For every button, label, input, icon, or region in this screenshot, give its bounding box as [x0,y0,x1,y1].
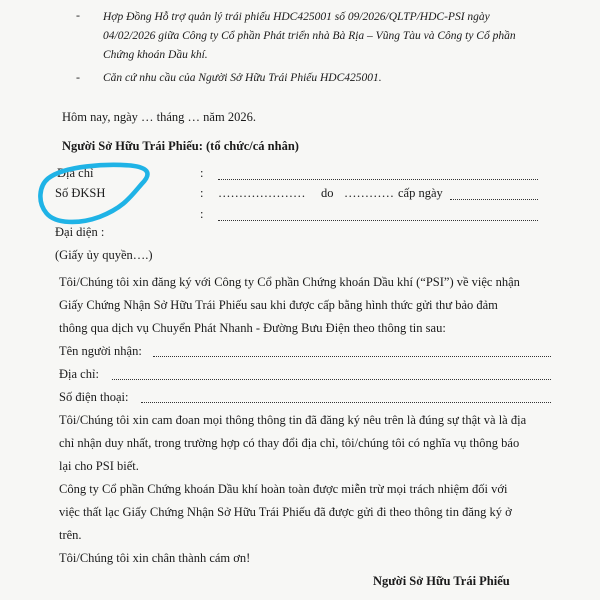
disclaimer-para-line-3: trên. [59,528,82,542]
commitment-para-line-1: Tôi/Chúng tôi xin cam đoan mọi thông thông tin đã đăng ký nêu trên là đúng sự thật và là địa [59,413,527,427]
id-issue-date-label: cấp ngày [398,186,443,200]
contract-reference-line-1: Hợp Đồng Hỗ trợ quản lý trái phiếu HDC425001 số 09/2026/QLTP/HDC-PSI ngày [103,11,490,23]
date-line: Hôm nay, ngày … tháng … năm 2026. [62,110,256,124]
registration-para-line-1: Tôi/Chúng tôi xin đăng ký với Công ty Cổ phần Chứng khoán Dầu khí (“PSI”) về việc nhận [59,275,520,289]
registration-para-line-2: Giấy Chứng Nhận Sở Hữu Trái Phiếu sau khi được cấp bằng hình thức gửi thư bảo đảm [59,298,498,312]
address-label: Địa chỉ [57,166,94,180]
id-issue-date-fill-line[interactable] [450,199,538,200]
authorization-label: (Giấy ủy quyền….) [55,248,153,262]
colon: : [200,207,204,221]
id-label: Số ĐKSH [55,186,106,200]
recipient-name-fill-line[interactable] [153,356,551,357]
disclaimer-para-line-2: việc thất lạc Giấy Chứng Nhận Sở Hữu Trái Phiếu đã được gửi đi theo thông tin đăng ký ở [59,505,512,519]
id-number-dots[interactable]: ………………… [218,186,306,200]
contract-reference-line-3: Chứng khoán Dầu khí. [103,49,208,61]
recipient-name-label: Tên người nhận: [59,344,142,358]
representative-label: Đại diện : [55,225,105,239]
bullet-dash: - [76,70,80,84]
colon: : [200,166,204,180]
id-issuer-dots[interactable]: ………… [344,186,394,200]
hand-drawn-circle-annotation [30,160,160,226]
holder-heading: Người Sở Hữu Trái Phiếu: (tổ chức/cá nhân) [62,139,299,153]
recipient-phone-fill-line[interactable] [141,402,551,403]
id-do-label: do [321,186,334,200]
recipient-address-fill-line[interactable] [112,379,551,380]
recipient-phone-label: Số điện thoại: [59,390,129,404]
commitment-para-line-2: chỉ nhận duy nhất, trong trường hợp có thay đổi địa chỉ, tôi/chúng tôi có nghĩa vụ thông báo [59,436,520,450]
signature-heading: Người Sở Hữu Trái Phiếu [373,574,510,588]
registration-para-line-3: thông qua dịch vụ Chuyển Phát Nhanh - Đường Bưu Điện theo thông tin sau: [59,321,446,335]
disclaimer-para-line-1: Công ty Cổ phần Chứng khoán Dầu khí hoàn toàn được miễn trừ mọi trách nhiệm đối với [59,482,508,496]
commitment-para-line-3: lại cho PSI biết. [59,459,139,473]
colon: : [200,186,204,200]
bullet-dash: - [76,8,80,22]
address-fill-line[interactable] [218,179,538,180]
recipient-address-label: Địa chỉ: [59,367,99,381]
extra-fill-line[interactable] [218,220,538,221]
contract-reference-line-2: 04/02/2026 giữa Công ty Cổ phần Phát triển nhà Bà Rịa – Vũng Tàu và Công ty Cổ phần [103,30,516,42]
thanks-line: Tôi/Chúng tôi xin chân thành cám ơn! [59,551,251,565]
basis-line: Căn cứ nhu cầu của Người Sở Hữu Trái Phiếu HDC425001. [103,72,382,84]
